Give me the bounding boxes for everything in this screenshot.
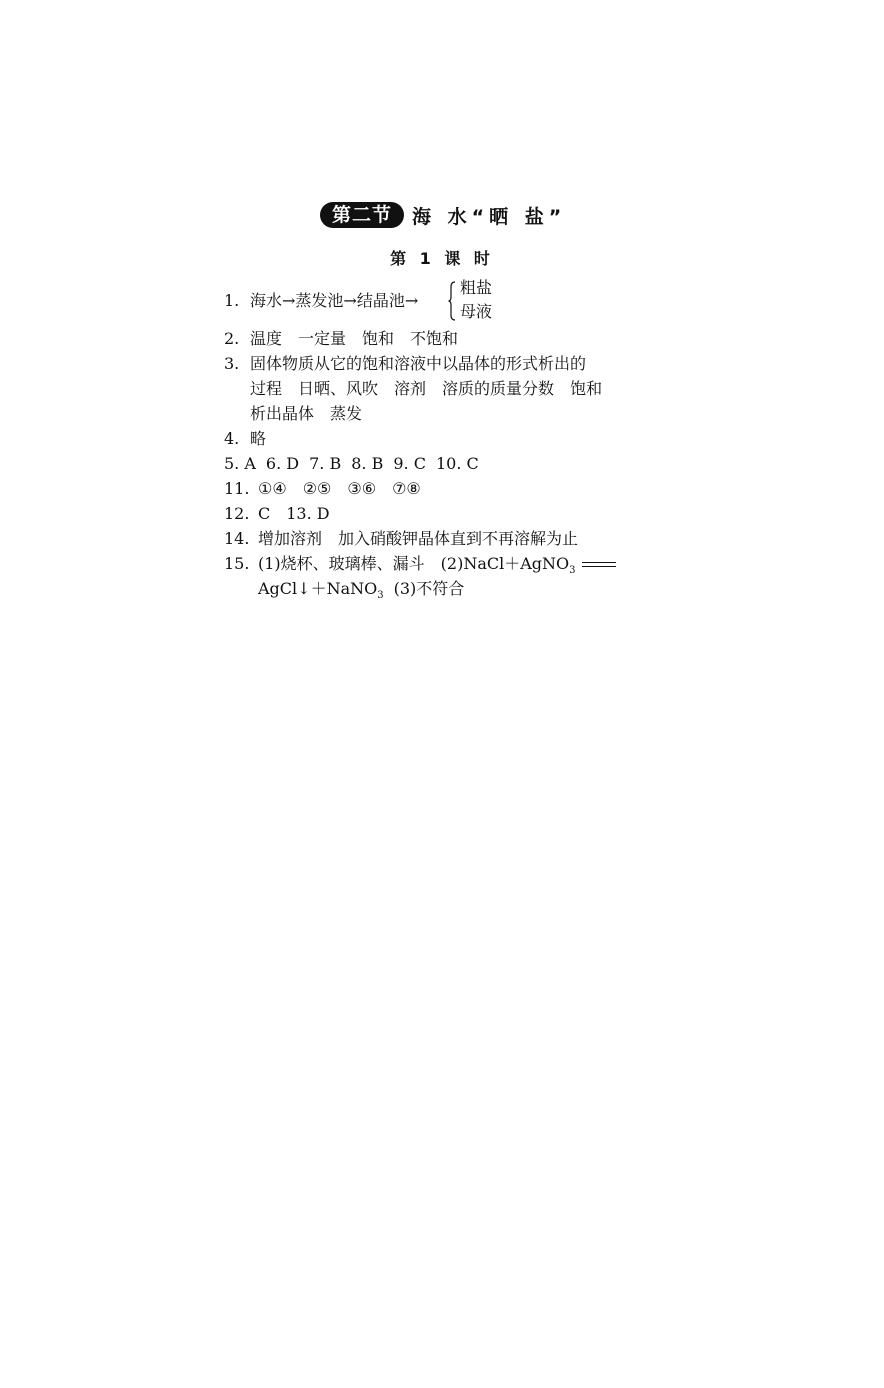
- answer-choice: A: [244, 454, 256, 473]
- question-number: 5.: [224, 454, 240, 473]
- answer-part: 溶质的质量分数: [442, 379, 555, 398]
- answer-15: [224, 551, 644, 576]
- question-number: 11.: [224, 479, 250, 498]
- answer-text: 固体物质从它的饱和溶液中以晶体的形式析出的: [250, 354, 587, 373]
- section-badge: 第二节: [320, 202, 404, 228]
- answer-part: (1)烧杯、玻璃棒、漏斗: [258, 554, 425, 573]
- equals-sign-icon: [582, 560, 616, 570]
- answer-part: 一定量: [298, 329, 347, 348]
- question-number: 12.: [224, 504, 250, 523]
- answer-choice: C: [258, 504, 271, 523]
- answer-part: ③⑥: [347, 479, 377, 498]
- answer-2: [224, 326, 644, 351]
- answer-choice: C: [413, 454, 426, 473]
- section-title: 海 水“晒 盐”: [412, 205, 567, 228]
- answer-choice: B: [371, 454, 384, 473]
- answer-part: 蒸发: [330, 404, 363, 423]
- answer-part: 温度: [250, 329, 283, 348]
- answer-3-line-2: [224, 376, 644, 401]
- answer-choice: C: [466, 454, 479, 473]
- answer-choice: D: [316, 504, 330, 523]
- answer-part: 日晒、风吹: [298, 379, 379, 398]
- question-number: 7.: [309, 454, 325, 473]
- answer-part: 加入硝酸钾晶体直到不再溶解为止: [338, 529, 579, 548]
- answer-part: 析出晶体: [250, 404, 315, 423]
- answer-3: [224, 351, 644, 376]
- answer-part: 增加溶剂: [258, 529, 323, 548]
- question-number: 9.: [393, 454, 409, 473]
- answer-12-13: [224, 501, 644, 526]
- chemical-equation-left: (2)NaCl＋AgNO: [440, 554, 570, 573]
- chemical-equation-right: AgCl↓＋NaNO: [258, 579, 378, 598]
- lesson-title: 第 1 课 时: [390, 249, 494, 268]
- branch-mother-liquor: 母液: [460, 302, 493, 321]
- answer-part: 溶剂: [394, 379, 427, 398]
- answer-3-line-3: [224, 401, 644, 426]
- answer-4: [224, 426, 644, 451]
- question-number: 10.: [435, 454, 462, 473]
- answer-list: [224, 276, 644, 601]
- answer-part: (3)不符合: [393, 579, 465, 598]
- question-number: 15.: [224, 554, 250, 573]
- answer-part: ①④: [258, 479, 287, 498]
- question-number: 14.: [224, 529, 250, 548]
- answer-part: ②⑤: [302, 479, 332, 498]
- question-number: 1.: [224, 291, 240, 310]
- section-header: [320, 200, 566, 230]
- question-number: 4.: [224, 429, 240, 448]
- answer-choice: D: [286, 454, 300, 473]
- question-number: 3.: [224, 354, 240, 373]
- answer-1: [224, 276, 644, 326]
- answer-text: 略: [250, 429, 267, 448]
- answer-15-line-2: [224, 576, 644, 601]
- branch-coarse-salt: 粗盐: [460, 278, 493, 297]
- question-number: 2.: [224, 329, 240, 348]
- subscript: 3: [377, 590, 384, 602]
- answer-part: 饱和: [362, 329, 395, 348]
- answer-part: 饱和: [570, 379, 603, 398]
- answer-5-10: [224, 451, 644, 476]
- answer-choice: B: [329, 454, 342, 473]
- question-number: 8.: [351, 454, 367, 473]
- process-flow: 海水→蒸发池→结晶池→: [250, 291, 419, 310]
- answer-11: [224, 476, 644, 501]
- subscript: 3: [569, 565, 576, 577]
- answer-14: [224, 526, 644, 551]
- question-number: 13.: [286, 504, 312, 523]
- answer-part: 过程: [250, 379, 283, 398]
- question-number: 6.: [265, 454, 282, 473]
- answer-part: ⑦⑧: [392, 479, 421, 498]
- brace-icon: [448, 281, 456, 321]
- answer-part: 不饱和: [410, 329, 459, 348]
